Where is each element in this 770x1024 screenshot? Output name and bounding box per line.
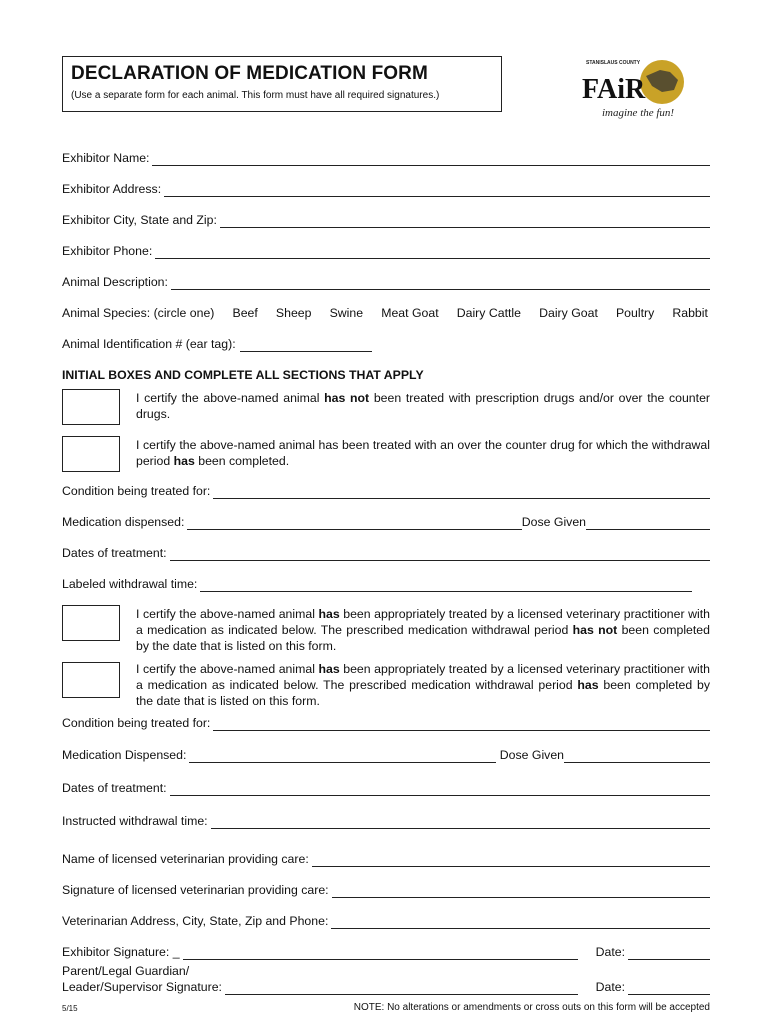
s1-medication-line [62,514,710,530]
s1-medication-label: Medication dispensed: [62,515,185,529]
cert2-emphasis: has [173,454,195,468]
certification-3-text [136,606,710,654]
cert1-text-c: been treated with prescription drugs and/or over the counter drugs. [136,391,710,421]
cert3-text-a: I certify the above-named animal [136,607,319,621]
animal-id-label: Animal Identification # (ear tag): [62,337,236,351]
species-option-sheep[interactable]: Sheep [275,306,312,320]
cert4-text-e: been completed by the date that is listed on this form. [136,678,711,708]
animal-description-field[interactable] [171,277,710,290]
s1-dose-field[interactable] [586,517,710,530]
s2-withdrawal-line [62,813,710,829]
species-option-rabbit[interactable]: Rabbit [672,306,708,320]
s1-withdrawal-line [62,576,692,592]
svg-text:FAiR: FAiR [582,74,646,105]
species-option-meat-goat[interactable]: Meat Goat [381,306,439,320]
exhibitor-phone-line [62,243,710,259]
vet-name-field[interactable] [312,854,710,867]
guardian-date-field[interactable] [628,982,710,995]
s2-dates-label: Dates of treatment: [62,781,167,795]
cert4-emphasis-1: has [318,662,340,676]
vet-name-label: Name of licensed veterinarian providing care: [62,852,309,866]
animal-description-line [62,274,710,290]
svg-text:imagine the fun!: imagine the fun! [602,107,675,119]
s1-condition-field[interactable] [213,486,710,499]
vet-signature-field[interactable] [332,885,710,898]
exhibitor-date-label: Date: [595,945,625,959]
s1-dates-line [62,545,710,561]
animal-id-line [62,336,372,352]
species-option-dairy-goat[interactable]: Dairy Goat [539,306,598,320]
guardian-signature-line [62,979,710,995]
animal-id-field[interactable] [240,339,372,352]
vet-name-line [62,851,710,867]
species-option-dairy-cattle[interactable]: Dairy Cattle [456,306,521,320]
s1-dates-field[interactable] [170,548,710,561]
form-title: DECLARATION OF MEDICATION FORM [71,63,428,84]
cert4-emphasis-2: has [577,678,599,692]
fair-logo [580,56,694,124]
cert1-emphasis: has not [324,391,370,405]
cert3-text-c: been appropriately treated by a licensed veterinary practitioner with a medication as indicated below. The prescribed medication withdrawal period [136,607,710,637]
guardian-label-line1 [62,963,710,979]
exhibitor-city-line [62,212,710,228]
form-version: 5/15 [62,1004,78,1013]
exhibitor-city-field[interactable] [220,215,710,228]
s1-medication-field[interactable] [187,517,521,530]
certification-1-text [136,390,710,422]
svg-text:STANISLAUS COUNTY: STANISLAUS COUNTY [586,60,641,66]
exhibitor-address-line [62,181,710,197]
vet-address-field[interactable] [331,916,710,929]
s1-condition-label: Condition being treated for: [62,484,211,498]
vet-address-label: Veterinarian Address, City, State, Zip and Phone: [62,914,329,928]
vet-address-line [62,913,710,929]
footer-note: NOTE: No alterations or amendments or cross outs on this form will be accepted [353,1002,710,1013]
s2-condition-label: Condition being treated for: [62,716,211,730]
s2-withdrawal-field[interactable] [211,816,710,829]
cert3-emphasis-2: has not [572,623,618,637]
s2-dates-line [62,780,710,796]
s1-withdrawal-field[interactable] [200,579,692,592]
s1-withdrawal-label: Labeled withdrawal time: [62,577,198,591]
exhibitor-name-line [62,150,710,166]
guardian-date-label: Date: [595,980,625,994]
animal-description-label: Animal Description: [62,275,168,289]
cert3-text-e: been completed by the date that is listed on this form. [136,623,710,653]
title-box [62,56,502,112]
guardian-label-2: Leader/Supervisor Signature: [62,980,222,994]
exhibitor-phone-label: Exhibitor Phone: [62,244,153,258]
certification-4-text [136,661,710,709]
exhibitor-signature-line [62,944,710,960]
initial-box-3[interactable] [62,605,120,641]
s1-dates-label: Dates of treatment: [62,546,167,560]
species-option-swine[interactable]: Swine [329,306,364,320]
s2-medication-label: Medication Dispensed: [62,748,187,762]
exhibitor-signature-label: Exhibitor Signature: _ [62,945,180,959]
certification-2-text [136,437,710,469]
s2-dates-field[interactable] [170,783,710,796]
s2-medication-line [62,747,710,763]
s2-dose-field[interactable] [564,750,710,763]
exhibitor-date-field[interactable] [628,947,710,960]
s2-withdrawal-label: Instructed withdrawal time: [62,814,208,828]
exhibitor-name-label: Exhibitor Name: [62,151,150,165]
vet-signature-label: Signature of licensed veterinarian providing care: [62,883,329,897]
s1-condition-line [62,483,710,499]
s2-dose-label: Dose Given [499,748,564,762]
initial-box-1[interactable] [62,389,120,425]
section-instructions: INITIAL BOXES AND COMPLETE ALL SECTIONS THAT APPLY [62,368,424,382]
cert1-text-a: I certify the above-named animal [136,391,325,405]
exhibitor-address-label: Exhibitor Address: [62,182,162,196]
exhibitor-name-field[interactable] [152,153,710,166]
cert2-text-a: I certify the above-named animal has been treated with an over the counter drug for which the withdrawal period [136,438,710,468]
exhibitor-phone-field[interactable] [155,246,710,259]
initial-box-4[interactable] [62,662,120,698]
s2-condition-line [62,715,710,731]
initial-box-2[interactable] [62,436,120,472]
cert2-text-c: been completed. [194,454,290,468]
guardian-signature-field[interactable] [225,982,578,995]
cert3-emphasis-1: has [318,607,340,621]
s2-medication-field[interactable] [189,750,495,763]
animal-species-row [62,305,708,321]
exhibitor-city-label: Exhibitor City, State and Zip: [62,213,217,227]
guardian-label-1: Parent/Legal Guardian/ [62,964,190,978]
form-subtitle: (Use a separate form for each animal. This form must have all required signatures.) [71,90,440,101]
species-option-beef[interactable]: Beef [232,306,258,320]
s2-condition-field[interactable] [213,718,710,731]
exhibitor-signature-field[interactable] [183,947,578,960]
cert4-text-a: I certify the above-named animal [136,662,319,676]
animal-species-label: Animal Species: (circle one) [62,306,215,320]
cert4-text-c: been appropriately treated by a licensed veterinary practitioner with a medication as indicated below. The prescribed medication withdrawal period [136,662,710,692]
species-option-poultry[interactable]: Poultry [615,306,655,320]
s1-dose-label: Dose Given [521,515,586,529]
vet-signature-line [62,882,710,898]
exhibitor-address-field[interactable] [164,184,710,197]
